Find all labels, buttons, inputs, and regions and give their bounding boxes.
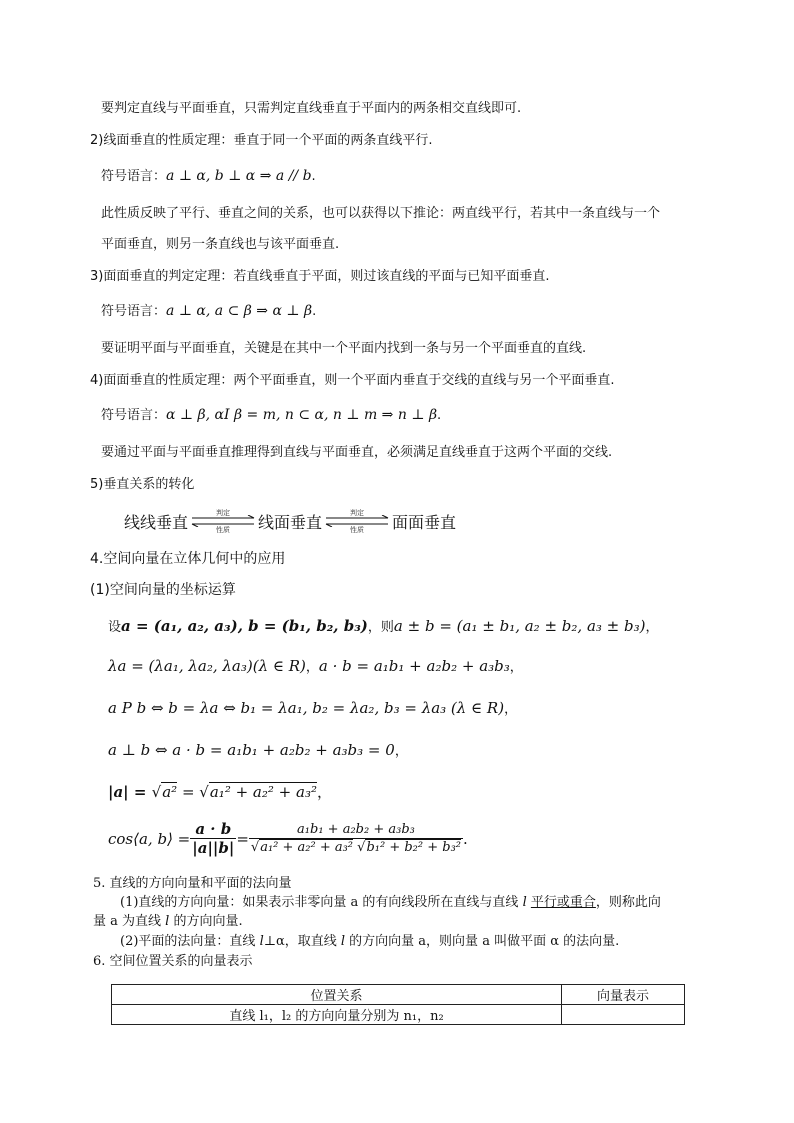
formula: a ⊥ α, a ⊂ β ⇒ α ⊥ β [166,303,313,319]
text-line: 5)垂直关系的转化 [90,477,195,492]
text-line: 4)面面垂直的性质定理：两个平面垂直，则一个平面内垂直于交线的直线与另一个平面垂直. [90,373,615,388]
chain-node-line-plane: 线面垂直 [258,512,323,532]
punct: . [437,408,442,423]
formula: a = (a₁, a₂, a₃), b = (b₁, b₂, b₃) [121,617,368,635]
formula: a · b = a₁b₁ + a₂b₂ + a₃b₃ [318,657,510,675]
label: 符号语言： [101,169,167,184]
formula-line [108,741,408,760]
sqrt-term: a² [162,783,178,801]
text-line: 2)线面垂直的性质定理：垂直于同一个平面的两条直线平行. [90,133,433,148]
label: 设 [108,620,122,635]
formula: α ⊥ β, αI β = m, n ⊂ α, n ⊥ m ⇒ n ⊥ β [166,407,438,423]
chain-node-plane-plane: 面面垂直 [392,512,457,532]
text-line: 要证明平面与平面垂直，关键是在其中一个平面内找到一条与另一个平面垂直的直线. [101,341,587,356]
subsection-title: (1)空间向量的坐标运算 [90,582,236,598]
formula-line: |a| = √a² = √a₁² + a₂² + a₃²， [108,783,332,801]
punct: ， [305,660,319,675]
text-line: 此性质反映了平行、垂直之间的关系，也可以获得以下推论：两直线平行，若其中一条直线与一个 [101,206,661,221]
formula-line [108,617,659,636]
numerator: a · b [190,820,236,839]
table-cell [562,1005,685,1025]
formula-line [108,820,468,857]
relation-chain [124,508,456,534]
formula: a ± b = (a₁ ± b₁, a₂ ± b₂, a₃ ± b₃) [393,617,646,635]
arrow-label-bottom: 性质 [350,526,365,534]
formula-line [108,699,517,718]
double-arrow-icon [324,508,390,534]
punct: = [236,829,249,848]
paragraph: (2)平面的法向量：直线 l⊥α，取直线 l 的方向向量 a，则向量 a 叫做平面 α 的法向量. [120,934,620,949]
punct: ， [509,660,523,675]
section-title: 5. 直线的方向向量和平面的法向量 [93,876,292,891]
punct: . [312,304,317,319]
formula: cos⟨a, b⟩ = [108,829,191,848]
punct: ， [645,620,659,635]
paragraph: (1)直线的方向向量：如果表示非零向量 a 的有向线段所在直线与直线 l 平行或重合，则称此向 [120,895,661,910]
punct: ， [504,702,518,717]
label: 符号语言： [101,304,167,319]
table-cell: 直线 l₁，l₂ 的方向向量分别为 n₁，n₂ [112,1005,562,1025]
arrow-label-bottom: 性质 [216,526,231,534]
formula-line [108,657,523,676]
punct: ， [316,783,332,801]
label: 符号语言： [101,408,167,423]
text-line: 要判定直线与平面垂直，只需判定直线垂直于平面内的两条相交直线即可. [101,101,522,116]
fraction [249,822,463,855]
punct: . [463,829,468,848]
formula: |a| = [108,783,152,801]
formula: a ⊥ b ⇔ a · b = a₁b₁ + a₂b₂ + a₃b₃ = 0 [108,741,395,759]
punct: . [311,169,316,184]
arrow-label-top: 判定 [216,509,231,517]
punct: ，则 [367,620,394,635]
section-title: 6. 空间位置关系的向量表示 [93,954,253,969]
formula: λa = (λa₁, λa₂, λa₃)(λ ∈ R) [108,657,306,675]
relation-table [111,984,685,1025]
double-arrow-icon [190,508,256,534]
chain-node-line-line: 线线垂直 [124,512,189,532]
text-line: 要通过平面与平面垂直推理得到直线与平面垂直，必须满足直线垂直于这两个平面的交线. [101,445,613,460]
text-line: 平面垂直，则另一条直线也与该平面垂直. [101,237,340,252]
table-header-row [112,985,685,1005]
symbol-line [101,168,316,185]
denominator: √a₁² + a₂² + a₃² √b₁² + b₂² + b₃² [250,839,462,855]
arrow-label-top: 判定 [350,509,365,517]
formula: a P b ⇔ b = λa ⇔ b₁ = λa₁, b₂ = λa₂, b₃ = λa₃ (λ ∈ R) [108,699,505,717]
punct: = [177,783,200,801]
table-row [112,1005,685,1025]
table-header: 位置关系 [112,985,562,1005]
denominator: |a||b| [192,839,235,857]
symbol-line [101,303,316,320]
symbol-line [101,407,441,424]
sqrt-term: a₁² + a₂² + a₃² [209,783,317,801]
paragraph: 量 a 为直线 l 的方向向量. [93,914,243,929]
section-title: 4.空间向量在立体几何中的应用 [90,551,286,567]
numerator: a₁b₁ + a₂b₂ + a₃b₃ [249,822,463,839]
formula: a ⊥ α, b ⊥ α ⇒ a // b [166,168,312,184]
fraction [190,820,236,857]
text-line: 3)面面垂直的判定定理：若直线垂直于平面，则过该直线的平面与已知平面垂直. [90,269,550,284]
punct: ， [394,744,408,759]
table-header: 向量表示 [562,985,685,1005]
